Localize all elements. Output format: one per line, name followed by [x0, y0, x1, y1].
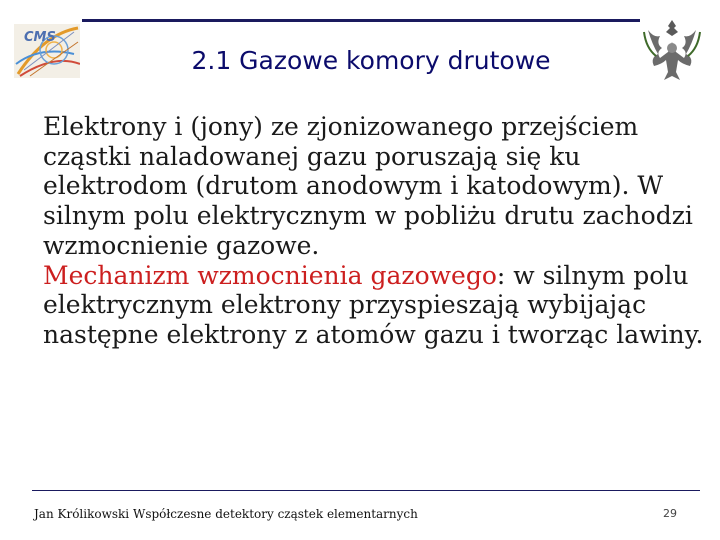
- slide-body: [43, 112, 715, 350]
- top-rule: [82, 19, 640, 22]
- body-paragraph-2-rest: : w silnym polu elektrycznym elektrony przyspieszają wybijając następne elektrony z atomów gazu i tworząc lawiny.: [43, 260, 704, 349]
- svg-text:CMS: CMS: [24, 30, 56, 45]
- highlighted-term: Mechanizm wzmocnienia gazowego: [43, 260, 497, 290]
- bottom-rule: [32, 490, 700, 491]
- page-title: 2.1 Gazowe komory drutowe: [191, 46, 551, 75]
- page-number: 29: [663, 507, 677, 520]
- footer-author: Jan Królikowski: [34, 507, 130, 521]
- body-paragraph-2: [43, 261, 715, 350]
- footer-course: Współczesne detektory cząstek elementarnych: [132, 507, 418, 521]
- footer-text: [34, 507, 418, 521]
- body-paragraph-1: Elektrony i (jony) ze zjonizowanego przejściem cząstki naladowanej gazu poruszają się ku elektrodom (drutom anodowym i katodowym). W silnym polu elektrycznym w pobliżu drutu zachodzi wzmocnienie gazowe.: [43, 112, 693, 260]
- cms-logo-icon: [14, 24, 80, 78]
